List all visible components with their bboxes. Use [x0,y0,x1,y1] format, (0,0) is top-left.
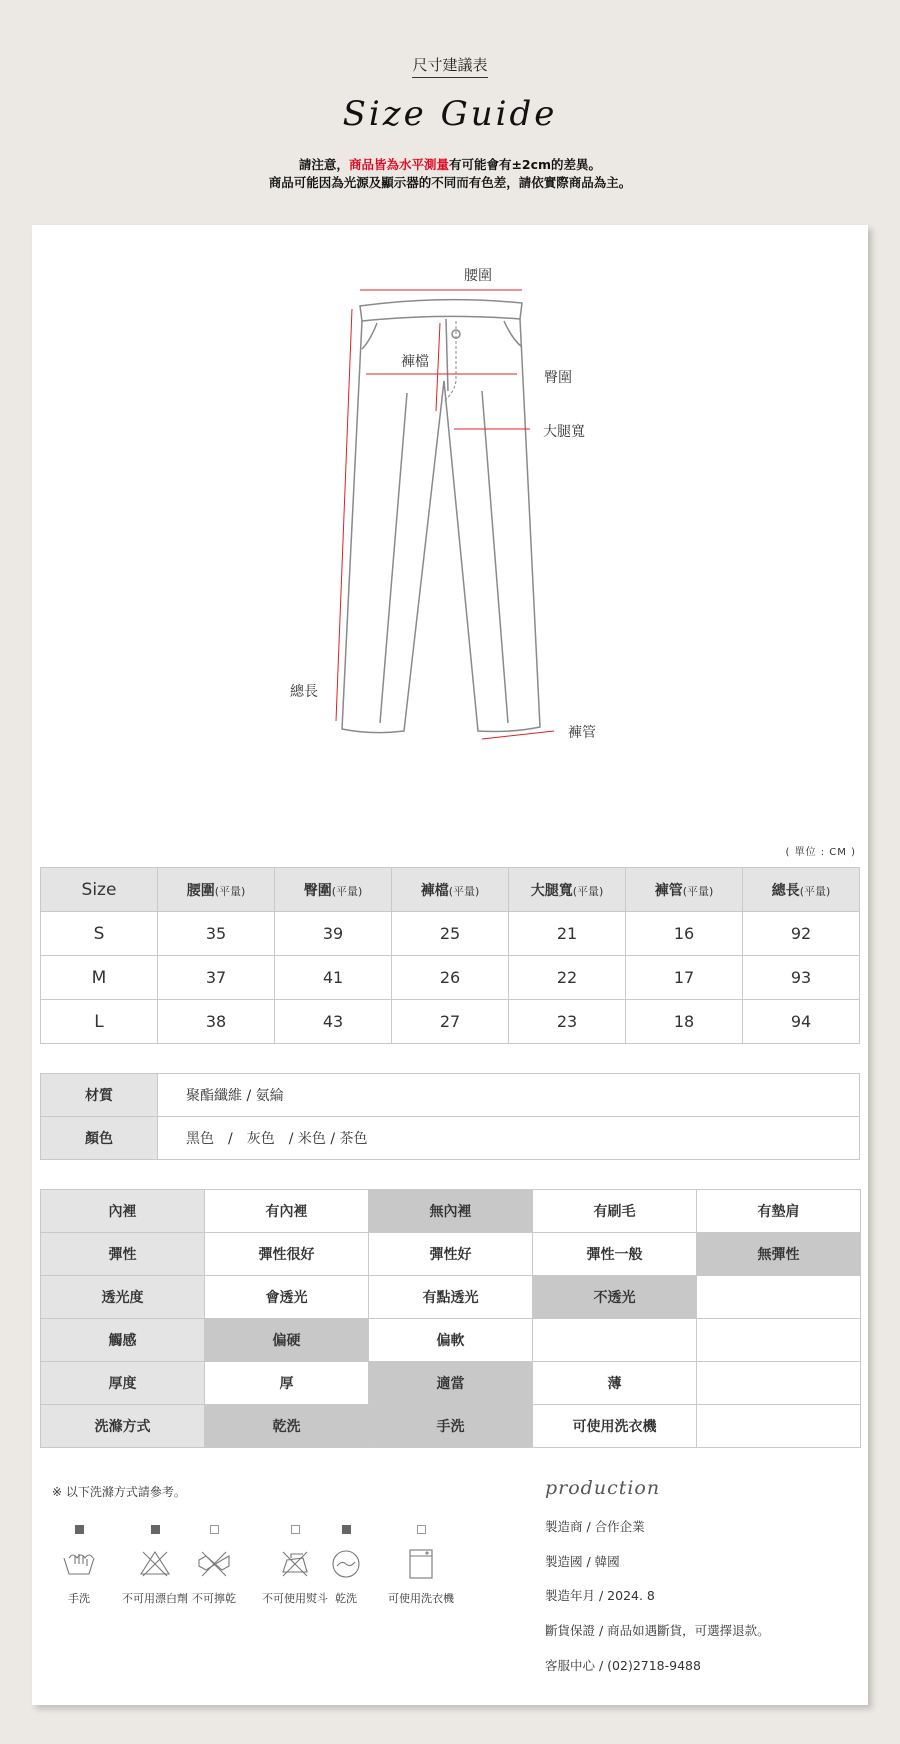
size-cell: S [41,912,158,956]
feature-label: 彈性 [41,1233,205,1276]
size-cell: 94 [743,1000,860,1044]
color-row [41,1117,860,1160]
feature-option [697,1362,861,1405]
feature-option: 偏軟 [369,1319,533,1362]
feature-row [41,1405,861,1448]
feature-row [41,1190,861,1233]
size-cell: M [41,956,158,1000]
size-cell: 16 [626,912,743,956]
material-label: 材質 [41,1074,158,1117]
production-line: 客服中心 / (02)2718-9488 [545,1658,701,1673]
material-value: 聚酯纖維 / 氨綸 [158,1074,860,1117]
pants-diagram [272,261,632,801]
label-length: 總長 [290,684,318,700]
label-waist: 腰圍 [464,268,492,284]
feature-option: 厚 [205,1362,369,1405]
production-line: 斷貨保證 / 商品如遇斷貨，可選擇退款。 [545,1623,770,1638]
care-label: 不可使用熨斗 [262,1592,328,1605]
material-row [41,1074,860,1117]
feature-option-selected: 不透光 [533,1276,697,1319]
size-table [40,867,860,1044]
checked-box-icon [151,1525,160,1534]
unit-label: ( 單位 : CM ) [785,847,856,858]
feature-option-selected: 偏硬 [205,1319,369,1362]
size-cell: 18 [626,1000,743,1044]
feature-option: 彈性好 [369,1233,533,1276]
size-header-cell: 臀圍(平量) [275,868,392,912]
feature-option: 會透光 [205,1276,369,1319]
size-cell: 41 [275,956,392,1000]
no-wring-icon [196,1546,232,1582]
feature-option [533,1319,697,1362]
feature-option: 有墊肩 [697,1190,861,1233]
note-line-2: 商品可能因為光源及顯示器的不同而有色差，請依實際商品為主。 [268,175,632,190]
page-title: Size Guide [342,94,558,134]
size-table-header [41,868,860,912]
size-row [41,1000,860,1044]
size-cell: 25 [392,912,509,956]
feature-option: 薄 [533,1362,697,1405]
label-thigh: 大腿寬 [543,424,585,440]
size-row [41,956,860,1000]
label-hem: 褲管 [568,725,596,741]
feature-option-selected: 乾洗 [205,1405,369,1448]
feature-option-selected: 適當 [369,1362,533,1405]
no-iron-icon [277,1546,313,1582]
size-header-cell: 總長(平量) [743,868,860,912]
size-row [41,912,860,956]
dry-clean-icon [328,1546,364,1582]
care-label: 乾洗 [335,1592,357,1605]
size-cell: 93 [743,956,860,1000]
care-item [189,1525,239,1606]
care-label: 可使用洗衣機 [388,1592,454,1605]
size-cell: 26 [392,956,509,1000]
size-header-cell: 腰圍(平量) [158,868,275,912]
label-rise: 褲檔 [401,354,429,370]
hand-wash-icon [61,1546,97,1582]
production-line: 製造商 / 合作企業 [545,1519,645,1534]
size-cell: 21 [509,912,626,956]
note-line-1: 請注意，商品皆為水平測量有可能會有±2cm的差異。 [298,157,602,172]
care-item [321,1525,371,1606]
production-line: 製造年月 / 2024. 8 [545,1588,655,1603]
unchecked-box-icon [291,1525,300,1534]
feature-option: 有點透光 [369,1276,533,1319]
feature-option [697,1276,861,1319]
size-header-cell: Size [41,868,158,912]
feature-option-selected: 無彈性 [697,1233,861,1276]
care-item [54,1525,104,1606]
care-item [116,1525,194,1606]
size-header-cell: 大腿寬(平量) [509,868,626,912]
feature-option: 可使用洗衣機 [533,1405,697,1448]
pants-illustration [272,261,632,801]
color-label: 顏色 [41,1117,158,1160]
size-cell: 92 [743,912,860,956]
size-cell: 37 [158,956,275,1000]
label-hip: 臀圍 [544,370,572,386]
feature-table [40,1189,861,1448]
washing-machine-icon [403,1546,439,1582]
feature-option [697,1405,861,1448]
feature-row [41,1276,861,1319]
care-label: 手洗 [68,1592,90,1605]
size-cell: 27 [392,1000,509,1044]
feature-option [697,1319,861,1362]
feature-option: 彈性一般 [533,1233,697,1276]
checked-box-icon [342,1525,351,1534]
size-cell: 22 [509,956,626,1000]
note-highlight: 商品皆為水平測量 [348,157,449,172]
material-table [40,1073,860,1160]
size-cell: L [41,1000,158,1044]
feature-label: 透光度 [41,1276,205,1319]
care-label: 不可用漂白劑 [122,1592,188,1605]
size-header-cell: 褲管(平量) [626,868,743,912]
feature-row [41,1319,861,1362]
measurement-note [0,156,900,192]
production-title: production [545,1477,661,1499]
size-cell: 17 [626,956,743,1000]
care-label: 不可擰乾 [192,1592,236,1605]
feature-label: 厚度 [41,1362,205,1405]
size-cell: 23 [509,1000,626,1044]
feature-option-selected: 手洗 [369,1405,533,1448]
color-value: 黑色 / 灰色 / 米色 / 茶色 [158,1117,860,1160]
size-cell: 39 [275,912,392,956]
feature-option: 有刷毛 [533,1190,697,1233]
feature-label: 洗滌方式 [41,1405,205,1448]
size-cell: 35 [158,912,275,956]
size-header-cell: 褲檔(平量) [392,868,509,912]
size-guide-card [32,225,868,1705]
size-cell: 43 [275,1000,392,1044]
feature-row [41,1233,861,1276]
care-item [382,1525,460,1606]
subtitle: 尺寸建議表 [0,54,900,75]
care-instructions [44,1525,464,1635]
unchecked-box-icon [210,1525,219,1534]
feature-row [41,1362,861,1405]
feature-label: 內裡 [41,1190,205,1233]
care-note: ※ 以下洗滌方式請參考。 [52,1485,186,1499]
feature-option: 彈性很好 [205,1233,369,1276]
checked-box-icon [75,1525,84,1534]
feature-option-selected: 無內裡 [369,1190,533,1233]
feature-option: 有內裡 [205,1190,369,1233]
size-cell: 38 [158,1000,275,1044]
production-line: 製造國 / 韓國 [545,1554,620,1569]
unchecked-box-icon [417,1525,426,1534]
feature-label: 觸感 [41,1319,205,1362]
no-bleach-icon [137,1546,173,1582]
